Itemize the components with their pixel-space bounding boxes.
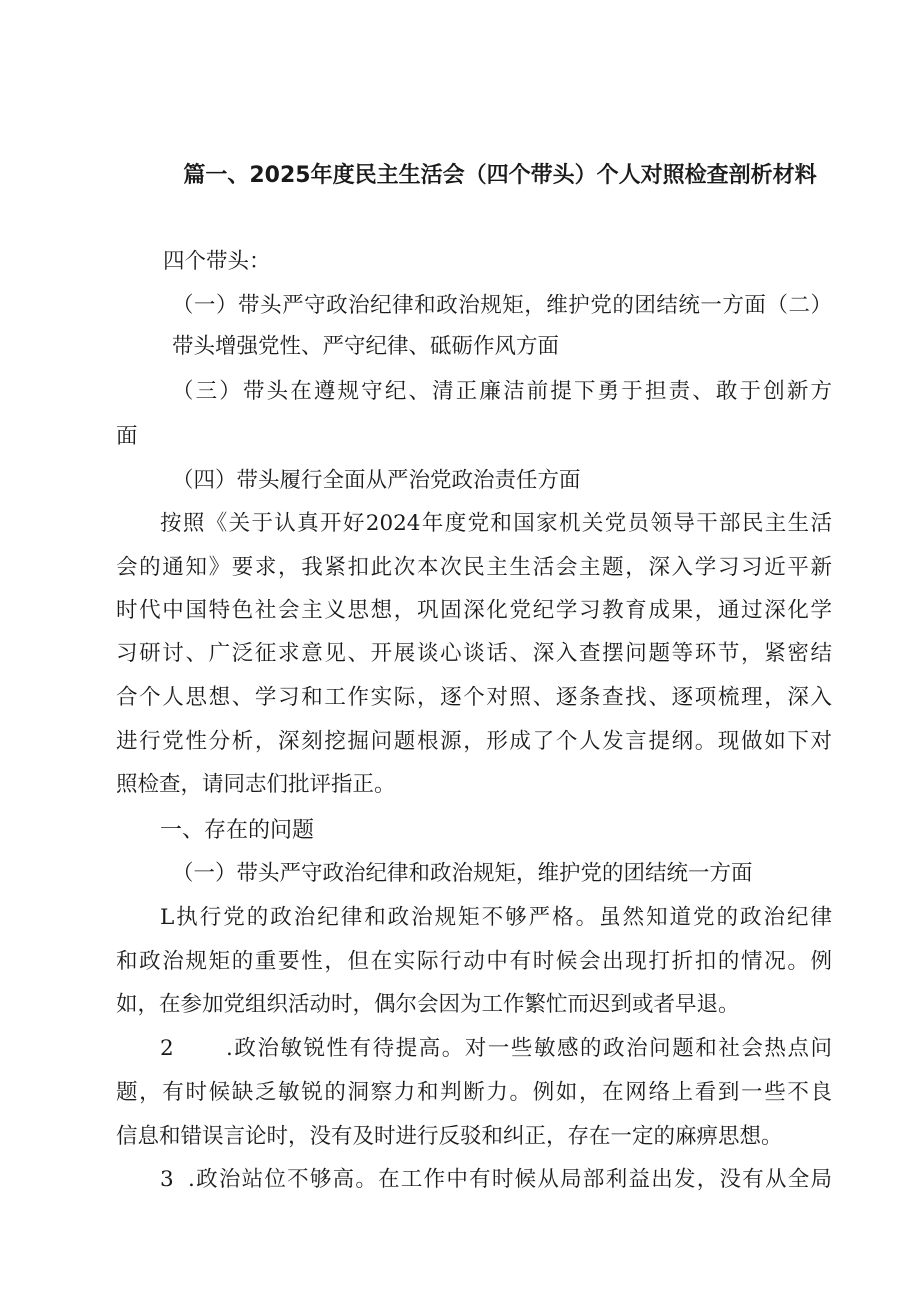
item-line-4: 面 — [116, 424, 138, 449]
body-line-6: 信息和错误言论时，没有及时进行反驳和纠正，存在一定的麻痹思想。 — [116, 1124, 783, 1149]
body-line-1: L执行党的政治纪律和政治规矩不够严格。虽然知道党的政治纪律 — [160, 905, 832, 930]
item-number-3: 3 — [160, 1167, 174, 1192]
item-line-2: 带头增强党性、严守纪律、砥砺作风方面 — [172, 334, 560, 359]
intro-label: 四个带头： — [163, 249, 271, 274]
paragraph-line-3: 时代中国特色社会主义思想，巩固深化党纪学习教育成果，通过深化学 — [116, 598, 832, 623]
body-line-4: .政治敏锐性有待提高。对一些敏感的政治问题和社会热点问 — [226, 1036, 832, 1061]
paragraph-line-1: 按照《关于认真开好2024年度党和国家机关党员领导干部民主生活 — [160, 511, 832, 536]
document-title: 篇一、2025年度民主生活会（四个带头）个人对照检查剖析材料 — [183, 163, 817, 188]
body-line-5: 题，有时候缺乏敏锐的洞察力和判断力。例如，在网络上看到一些不良 — [116, 1080, 832, 1105]
item-line-3: （三）带头在遵规守纪、清正廉洁前提下勇于担责、敢于创新方 — [172, 379, 832, 404]
paragraph-line-2: 会的通知》要求，我紧扣此次本次民主生活会主题，深入学习习近平新 — [116, 555, 832, 580]
section-heading: 一、存在的问题 — [160, 818, 315, 843]
paragraph-line-4: 习研讨、广泛征求意见、开展谈心谈话、深入查摆问题等环节，紧密结 — [116, 641, 832, 666]
body-line-3: 如，在参加党组织活动时，偶尔会因为工作繁忙而迟到或者早退。 — [116, 992, 740, 1017]
item-line-1: （一）带头严守政治纪律和政治规矩，维护党的团结统一方面（二） — [172, 293, 832, 318]
body-line-2: 和政治规矩的重要性，但在实际行动中有时候会出现打折扣的情况。例 — [116, 949, 832, 974]
item-line-5: （四）带头履行全面从严治党政治责任方面 — [172, 468, 581, 493]
paragraph-line-5: 合个人思想、学习和工作实际，逐个对照、逐条查找、逐项梳理，深入 — [116, 685, 832, 710]
item-number-2: 2 — [160, 1036, 174, 1061]
paragraph-line-7: 照检查，请同志们批评指正。 — [116, 772, 396, 797]
paragraph-line-6: 进行党性分析，深刻挖掘问题根源，形成了个人发言提纲。现做如下对 — [116, 729, 832, 754]
subsection-heading: （一）带头严守政治纪律和政治规矩，维护党的团结统一方面 — [172, 861, 753, 886]
body-line-7: .政治站位不够高。在工作中有时候从局部利益出发，没有从全局 — [188, 1167, 832, 1192]
